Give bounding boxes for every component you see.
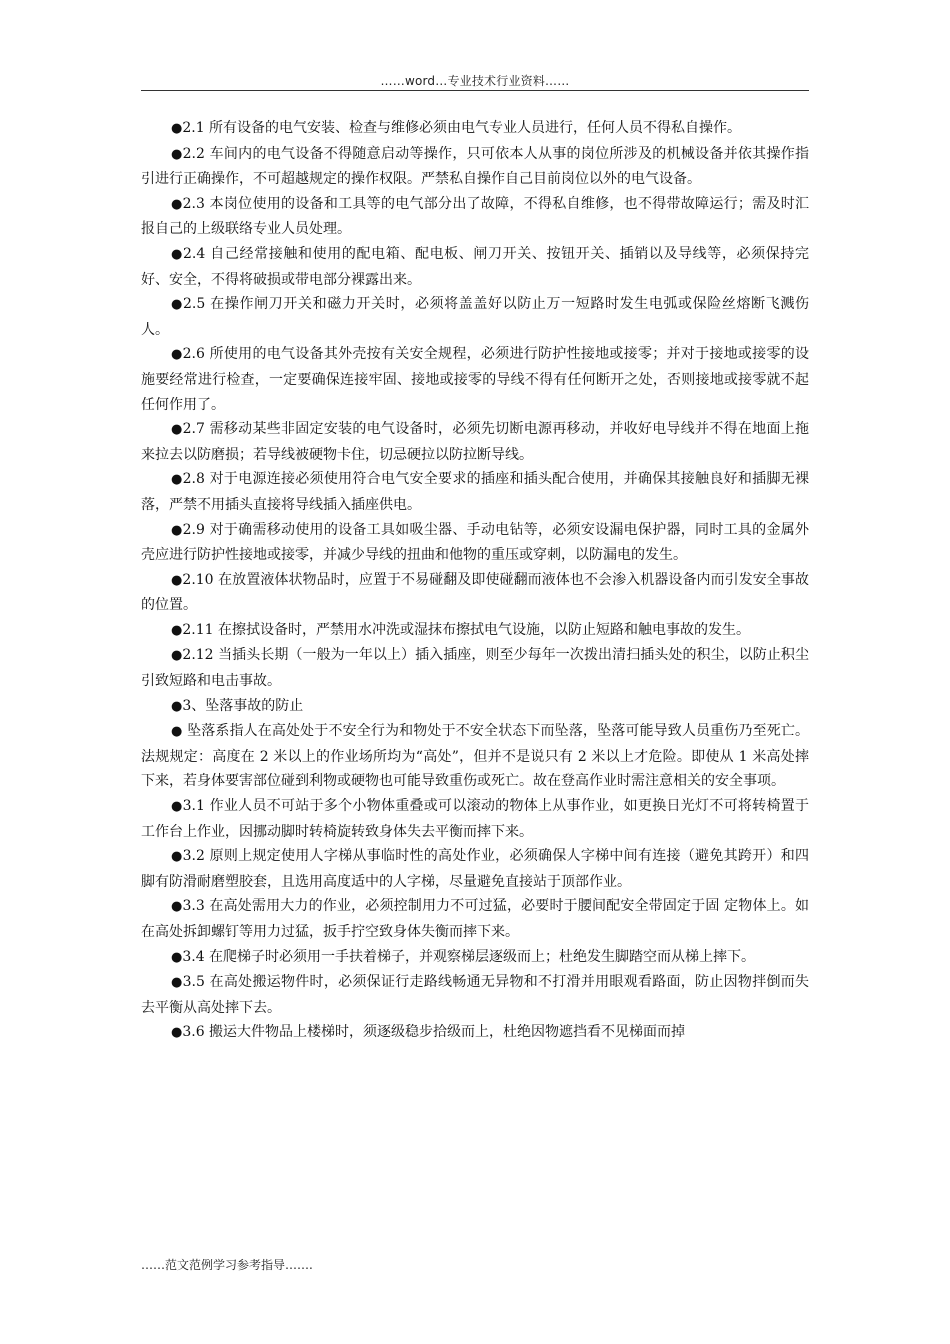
bullet-icon: ●: [171, 121, 183, 136]
bullet-icon: ●: [171, 724, 183, 740]
paragraph: ●2.4 自己经常接触和使用的配电箱、配电板、闸刀开关、按钮开关、插销以及导线等，必须保持完好、安全，不得将破损或带电部分裸露出来。: [141, 245, 810, 288]
page-header: ……word…专业技术行业资料……: [380, 74, 570, 88]
bullet-icon: ●: [171, 899, 183, 915]
bullet-icon: ●: [171, 522, 183, 538]
paragraph: ●3.4 在爬梯子时必须用一手扶着梯子，并观察梯层逐级而上；杜绝发生脚踏空而从梯上摔下。: [171, 948, 756, 965]
bullet-icon: ●: [171, 297, 183, 313]
paragraph: ●2.1 所有设备的电气安装、检查与维修必须由电气专业人员进行，任何人员不得私自操作。: [171, 120, 742, 136]
bullet-icon: ●: [171, 146, 183, 162]
paragraph: ●3.3 在高处需用大力的作业，必须控制用力不可过猛，必要时于腰间配安全带固定于固 定物体上。如在高处拆卸螺钉等用力过猛，扳手拧空致身体失衡而摔下来。: [141, 898, 809, 940]
paragraph: ●2.10 在放置液体状物品时，应置于不易碰翻及即使碰翻而液体也不会渗入机器设备内而引发安全事故的位置。: [141, 571, 810, 614]
paragraph: ●2.9 对于确需移动使用的设备工具如吸尘器、手动电钻等，必须安设漏电保护器，同时工具的金属外壳应进行防护性接地或接零，并减少导线的扭曲和他物的重压或穿刺，以防漏电的发生。: [141, 521, 809, 564]
bullet-icon: ●: [171, 196, 183, 212]
bullet-icon: ●: [171, 949, 183, 965]
paragraph: ●3.1 作业人员不可站于多个小物体重叠或可以滚动的物体上从事作业，如更换日光灯不可将转椅置于工作台上作业，因挪动脚时转椅旋转致身体失去平衡而摔下来。: [141, 798, 809, 840]
bullet-icon: ●: [171, 572, 183, 588]
document-body: [141, 116, 810, 1046]
paragraph: ●2.2 车间内的电气设备不得随意启动等操作，只可依本人从事的岗位所涉及的机械设备并依其操作指引进行正确操作，不可超越规定的操作权限。严禁私自操作自己目前岗位以外的电气设备。: [141, 145, 809, 188]
section-heading: ●3、坠落事故的防止: [171, 697, 304, 714]
bullet-icon: ●: [171, 799, 183, 815]
paragraph: ●3.5 在高处搬运物件时，必须保证行走路线畅通无异物和不打滑并用眼观看路面，防止因物拌倒而失去平衡从高处摔下去。: [141, 974, 809, 1016]
bullet-icon: ●: [171, 472, 183, 488]
paragraph: ●3.6 搬运大件物品上楼梯时，须逐级稳步拾级而上，杜绝因物遮挡看不见梯面而掉: [171, 1024, 686, 1041]
paragraph: ●2.11 在擦拭设备时，严禁用水冲洗或湿抹布擦拭电气设施，以防止短路和触电事故的发生。: [171, 621, 750, 638]
bullet-icon: ●: [171, 347, 183, 363]
bullet-icon: ●: [171, 422, 183, 438]
paragraph: ●2.3 本岗位使用的设备和工具等的电气部分出了故障，不得私自维修，也不得带故障运行；需及时汇报自己的上级联络专业人员处理。: [141, 195, 809, 238]
paragraph: ●2.6 所使用的电气设备其外壳按有关安全规程，必须进行防护性接地或接零；并对于接地或接零的设施要经常进行检查，一定要确保连接牢固、接地或接零的导线不得有任何断开之处，否则接地或接零就不起任何作用了。: [141, 346, 809, 413]
bullet-icon: ●: [171, 246, 183, 262]
bullet-icon: ●: [171, 849, 183, 865]
page-footer: ……范文范例学习参考指导…….: [141, 1258, 313, 1272]
header-divider: [141, 90, 809, 91]
bullet-icon: ●: [171, 698, 183, 714]
paragraph: ●3.2 原则上规定使用人字梯从事临时性的高处作业，必须确保人字梯中间有连接（避免其跨开）和四脚有防滑耐磨塑胶套，且选用高度适中的人字梯，尽量避免直接站于顶部作业。: [141, 848, 809, 890]
bullet-icon: ●: [171, 975, 183, 991]
paragraph: ●2.5 在操作闸刀开关和磁力开关时，必须将盖盖好以防止万一短路时发生电弧或保险丝熔断飞溅伤人。: [141, 296, 810, 338]
paragraph: ●2.8 对于电源连接必须使用符合电气安全要求的插座和插头配合使用，并确保其接触良好和插脚无裸落，严禁不用插头直接将导线插入插座供电。: [141, 471, 809, 513]
bullet-icon: ●: [171, 1025, 183, 1041]
bullet-icon: ●: [171, 622, 183, 638]
paragraph: ● 坠落系指人在高处处于不安全行为和物处于不安全状态下而坠落，坠落可能导致人员重伤乃至死亡。法规规定：高度在 2 米以上的作业场所均为“高处”，但并不是说只有 2 米以上才危险。即使从 1 米高处摔下来，若身体要害部位碰到利物或硬物也可能导致重伤或死亡。故在登高作业时需注意相关的安全事项。: [141, 723, 809, 790]
bullet-icon: ●: [171, 648, 183, 664]
paragraph: ●2.12 当插头长期（一般为一年以上）插入插座，则至少每年一次拨出清扫插头处的积尘，以防止积尘引致短路和电击事故。: [141, 647, 810, 690]
paragraph: ●2.7 需移动某些非固定安装的电气设备时，必须先切断电源再移动，并收好电导线并不得在地面上拖来拉去以防磨损；若导线被硬物卡住，切忌硬拉以防拉断导线。: [141, 421, 809, 463]
